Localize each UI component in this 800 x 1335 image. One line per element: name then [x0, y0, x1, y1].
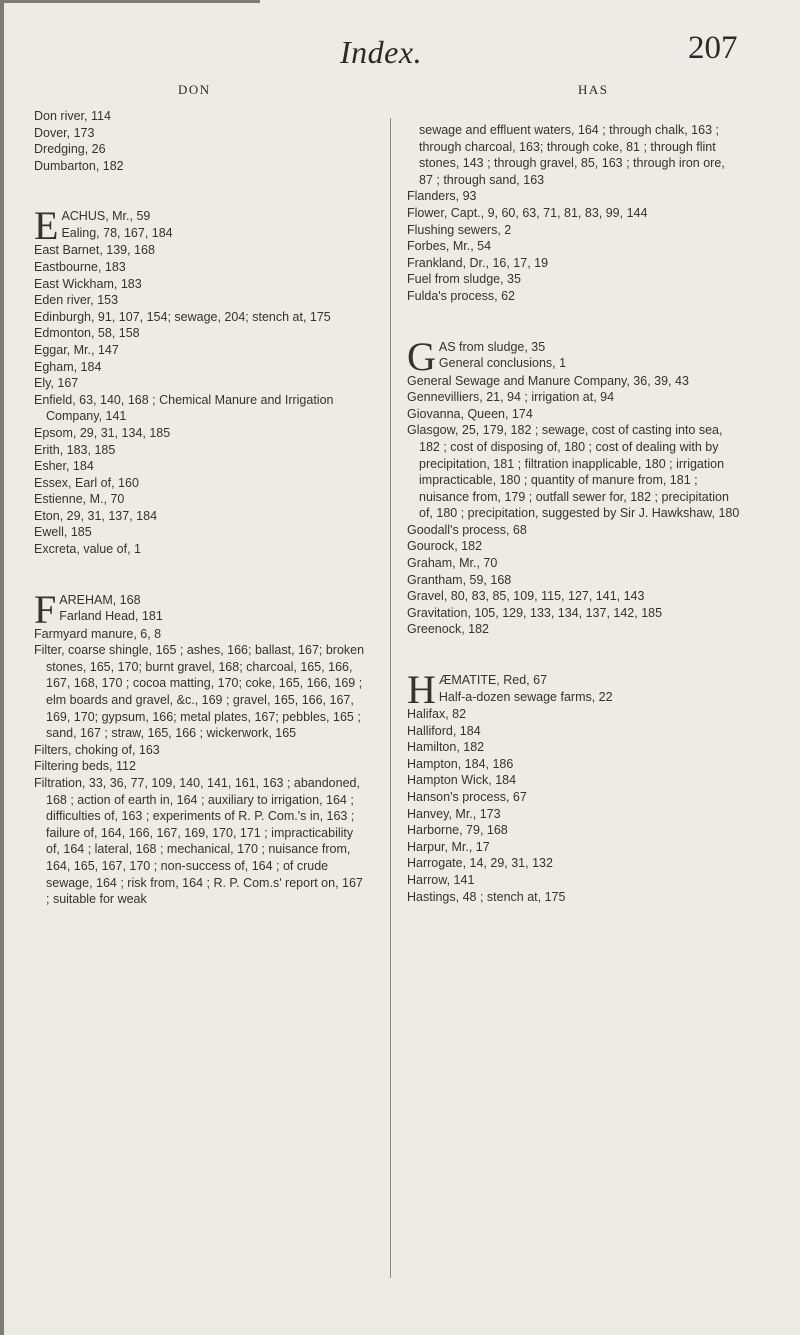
drop-cap-f: F [34, 586, 57, 632]
index-entry: Harborne, 79, 168 [407, 823, 508, 838]
index-entry: Hampton, 184, 186 [407, 756, 514, 771]
f-continued-section [407, 122, 741, 305]
index-entry: Enfield, 63, 140, 168 ; Chemical Manure and Irrigation Company, 141 [34, 392, 334, 424]
page-number: 207 [688, 30, 738, 66]
right-head-word: HAS [578, 82, 609, 97]
index-entry: Grantham, 59, 168 [407, 572, 512, 587]
drop-cap-e: E [34, 203, 59, 249]
index-entry: Filter, coarse shingle, 165 ; ashes, 166; ballast, 167; broken stones, 165, 170; burnt gravel, 168; charcoal, 165, 166, 167, 168, 170 ; cocoa matting, 170; coke, 165, 166, 169 ; elm boards and gravel, &c., 169 ; gravel, 165, 166, 167, 169, 170; gypsum, 166; metal plates, 167; pebbles, 165 ; sand, 167 ; straw, 165, 166 ; wickerwork, 165 [34, 643, 365, 741]
index-entry: Flushing sewers, 2 [407, 222, 512, 237]
e-section [34, 203, 368, 557]
index-entry: Edmonton, 58, 158 [34, 326, 140, 341]
index-entry: Ely, 167 [34, 376, 79, 391]
drop-cap-h: H [407, 667, 436, 713]
page-edge-left [0, 0, 4, 1335]
index-entry: Esher, 184 [34, 459, 94, 474]
index-entry: Ewell, 185 [34, 525, 92, 540]
running-title: Index. [340, 34, 423, 70]
index-entry: Hamilton, 182 [407, 740, 485, 755]
index-entry: Edinburgh, 91, 107, 154; sewage, 204; stench at, 175 [34, 309, 331, 324]
index-entry: Eastbourne, 183 [34, 259, 126, 274]
d-section [34, 108, 368, 174]
index-entry: Hanson's process, 67 [407, 790, 527, 804]
index-entry: Eggar, Mr., 147 [34, 342, 119, 357]
index-entry: Hanvey, Mr., 173 [407, 806, 501, 821]
index-entry: Egham, 184 [34, 359, 102, 374]
index-entry: Fuel from sludge, 35 [407, 272, 521, 287]
index-entry: Dredging, 26 [34, 142, 106, 157]
index-entry: Forbes, Mr., 54 [407, 239, 492, 254]
index-entry-lead: Farland Head, 181 [59, 609, 163, 624]
index-entry: Excreta, value of, 1 [34, 542, 142, 557]
index-entry: East Wickham, 183 [34, 276, 142, 291]
index-entry-lead: AREHAM, 168 [59, 592, 141, 607]
page-edge-top [0, 0, 260, 3]
index-entry: Glasgow, 25, 179, 182 ; sewage, cost of casting into sea, 182 ; cost of disposing of, 180 ; cost of dealing with by precipitation, 181 ; filtration inapplicable, 180 ; irrigation impracticable, 180 ; quantity of manure from, 181 ; nuisance from, 179 ; outfall sewer for, 182 ; precipitation of, 180 ; precipitation, suggested by Sir J. Hawkshaw, 180 [407, 423, 740, 521]
index-entry: Farmyard manure, 6, 8 [34, 626, 162, 641]
index-entry: Dumbarton, 182 [34, 158, 124, 173]
index-entry: Harpur, Mr., 17 [407, 839, 490, 854]
index-entry: Gennevilliers, 21, 94 ; irrigation at, 94 [407, 390, 615, 405]
index-entry: Gravel, 80, 83, 85, 109, 115, 127, 141, 143 [407, 589, 645, 604]
index-entry: Erith, 183, 185 [34, 442, 116, 457]
left-head-word: DON [178, 82, 211, 97]
index-entry: Harrogate, 14, 29, 31, 132 [407, 856, 553, 871]
index-entry-lead: ACHUS, Mr., 59 [61, 209, 151, 224]
index-entry: Halliford, 184 [407, 723, 481, 738]
index-entry: Hastings, 48 ; stench at, 175 [407, 889, 566, 904]
index-entry: Filtering beds, 112 [34, 759, 136, 774]
index-entry: Flower, Capt., 9, 60, 63, 71, 81, 83, 99, 144 [407, 205, 648, 220]
right-column [407, 122, 741, 905]
index-entry: Gravitation, 105, 129, 133, 134, 137, 142, 185 [407, 605, 663, 620]
index-entry: East Barnet, 139, 168 [34, 243, 155, 258]
index-entry: Eden river, 153 [34, 293, 119, 308]
index-entry: Fulda's process, 62 [407, 288, 515, 303]
index-entry: Epsom, 29, 31, 134, 185 [34, 425, 171, 440]
index-entry-lead: General conclusions, 1 [438, 356, 567, 371]
f-section [34, 586, 368, 908]
index-entry: Graham, Mr., 70 [407, 556, 498, 571]
g-section [407, 333, 741, 639]
index-entry: Harrow, 141 [407, 872, 475, 887]
index-entry: Filters, choking of, 163 [34, 742, 160, 757]
index-entry: Gourock, 182 [407, 539, 483, 554]
index-entry: Don river, 114 [34, 109, 111, 123]
left-column [34, 108, 368, 908]
index-entry: General Sewage and Manure Company, 36, 39, 43 [407, 373, 689, 388]
index-entry-continued: sewage and effluent waters, 164 ; through chalk, 163 ; through charcoal, 163; through coke, 81 ; through flint stones, 143 ; through gravel, 85, 163 ; through iron ore, 87 ; through sand, 163 [419, 123, 725, 187]
index-entry: Giovanna, Queen, 174 [407, 406, 533, 421]
h-section [407, 667, 741, 905]
index-entry: Hampton Wick, 184 [407, 773, 517, 788]
index-entry: Halifax, 82 [407, 707, 467, 722]
index-entry: Goodall's process, 68 [407, 522, 527, 537]
index-entry: Frankland, Dr., 16, 17, 19 [407, 255, 549, 270]
index-entry-lead: Ealing, 78, 167, 184 [61, 225, 173, 240]
index-entry: Filtration, 33, 36, 77, 109, 140, 141, 161, 163 ; abandoned, 168 ; action of earth in, 164 ; auxiliary to irrigation, 164 ; difficulties of, 163 ; experiments of R. P. Com.'s in, 163 ; failure of, 164, 166, 167, 169, 170, 171 ; impracticability of, 164 ; lateral, 168 ; mechanical, 170 ; nuisance from, 164, 165, 167, 170 ; non-success of, 164 ; of crude sewage, 164 ; risk from, 164 ; R. P. Com.s' report on, 167 ; suitable for weak [34, 776, 363, 907]
index-entry: Dover, 173 [34, 125, 95, 140]
index-entry: Eton, 29, 31, 137, 184 [34, 508, 158, 523]
index-entry-lead: AS from sludge, 35 [438, 339, 546, 354]
index-entry: Flanders, 93 [407, 189, 477, 204]
index-entry: Estienne, M., 70 [34, 492, 125, 507]
index-entry-lead: ÆMATITE, Red, 67 [438, 673, 548, 688]
index-entry: Greenock, 182 [407, 622, 489, 637]
drop-cap-g: G [407, 333, 436, 379]
index-entry: Essex, Earl of, 160 [34, 475, 139, 490]
index-entry-lead: Half-a-dozen sewage farms, 22 [438, 689, 613, 704]
column-divider [390, 118, 391, 1278]
